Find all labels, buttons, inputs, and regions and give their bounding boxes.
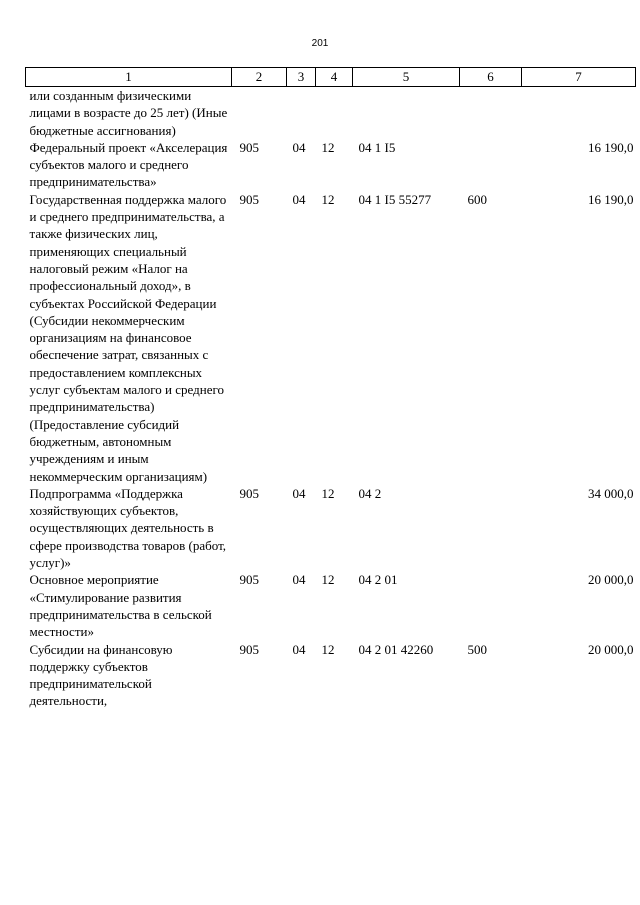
row-amount: 20 000,0 bbox=[588, 641, 634, 657]
row-col-3: 04 bbox=[292, 572, 306, 588]
column-header-3: 3 bbox=[287, 68, 316, 87]
row-col-2: 905 bbox=[239, 139, 259, 155]
row-col-6 bbox=[460, 571, 522, 640]
row-col-4 bbox=[316, 87, 353, 139]
row-col-4: 12 bbox=[321, 191, 335, 207]
table-row bbox=[26, 485, 636, 571]
row-amount: 20 000,0 bbox=[588, 572, 634, 588]
column-header-7: 7 bbox=[522, 68, 636, 87]
row-name: Субсидии на финансовую поддержку субъектов предпринимательской деятельности, bbox=[29, 641, 173, 709]
row-col-5: 04 1 I5 bbox=[358, 139, 396, 155]
table-row bbox=[26, 87, 636, 139]
row-col-5: 04 2 01 42260 bbox=[358, 641, 434, 657]
row-col-2: 905 bbox=[239, 572, 259, 588]
table-header bbox=[26, 68, 636, 87]
row-col-5 bbox=[353, 87, 460, 139]
column-header-5: 5 bbox=[353, 68, 460, 87]
row-amount: 16 190,0 bbox=[588, 139, 634, 155]
table-body bbox=[26, 87, 636, 710]
row-col-4: 12 bbox=[321, 485, 335, 501]
row-name: или созданным физическими лицами в возрасте до 25 лет) (Иные бюджетные ассигнования) bbox=[29, 88, 228, 138]
row-col-4: 12 bbox=[321, 572, 335, 588]
header-row bbox=[26, 68, 636, 87]
table-row bbox=[26, 641, 636, 710]
row-col-6 bbox=[460, 87, 522, 139]
row-col-5: 04 1 I5 55277 bbox=[358, 191, 432, 207]
page-number: 201 bbox=[311, 38, 329, 49]
row-name: Государственная поддержка малого и среднего предпринимательства, а также физических лиц, применяющих специальный налоговый режим «Налог на профессиональный доход», в субъектах Российской Федерации (Субсидии некоммерческим организациям на финансовое обеспечение затрат, связанных с предоставлением комплексных услуг субъектам малого и среднего предпринимательства) (Предоставление субсидий бюджетным, автономным учреждениям и иным некоммерческим организациям) bbox=[29, 191, 227, 484]
row-col-6 bbox=[460, 139, 522, 191]
row-col-2: 905 bbox=[239, 485, 259, 501]
row-col-6: 500 bbox=[467, 641, 487, 657]
column-header-2: 2 bbox=[232, 68, 287, 87]
row-amount: 34 000,0 bbox=[588, 485, 634, 501]
column-header-4: 4 bbox=[316, 68, 353, 87]
row-col-3: 04 bbox=[292, 485, 306, 501]
row-col-2: 905 bbox=[239, 191, 259, 207]
row-col-6 bbox=[460, 485, 522, 571]
row-amount bbox=[522, 87, 636, 139]
row-name: Подпрограмма «Поддержка хозяйствующих субъектов, осуществляющих деятельность в сфере производства товаров (работ, услуг)» bbox=[29, 485, 227, 571]
row-col-3: 04 bbox=[292, 191, 306, 207]
row-col-3: 04 bbox=[292, 641, 306, 657]
table-row bbox=[26, 191, 636, 485]
row-col-5: 04 2 01 bbox=[358, 572, 398, 588]
row-col-3 bbox=[287, 87, 316, 139]
row-col-4: 12 bbox=[321, 139, 335, 155]
row-col-2: 905 bbox=[239, 641, 259, 657]
row-name: Основное мероприятие «Стимулирование развития предпринимательства в сельской местности» bbox=[29, 572, 212, 640]
row-col-6: 600 bbox=[467, 191, 487, 207]
row-col-4: 12 bbox=[321, 641, 335, 657]
column-header-6: 6 bbox=[460, 68, 522, 87]
row-col-2 bbox=[232, 87, 287, 139]
table-row bbox=[26, 139, 636, 191]
table-row bbox=[26, 571, 636, 640]
row-col-5: 04 2 bbox=[358, 485, 382, 501]
row-col-3: 04 bbox=[292, 139, 306, 155]
row-name: Федеральный проект «Акселерация субъектов малого и среднего предпринимательства» bbox=[29, 139, 228, 190]
column-header-1: 1 bbox=[26, 68, 232, 87]
budget-table bbox=[25, 67, 636, 710]
row-amount: 16 190,0 bbox=[588, 191, 634, 207]
